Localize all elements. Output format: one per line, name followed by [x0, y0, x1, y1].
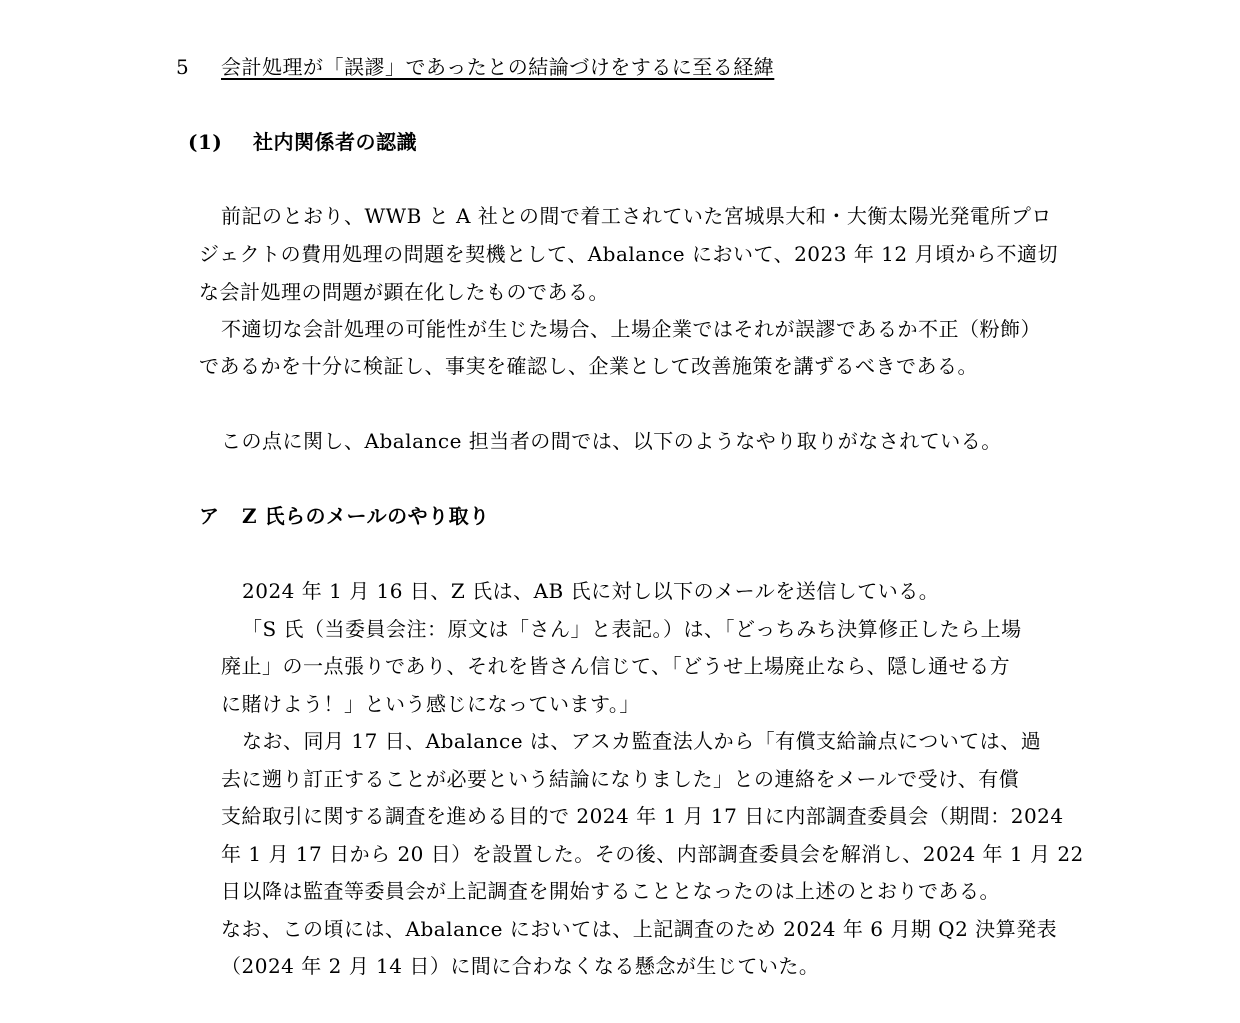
quote-line: に賭けよう！」という感じになっています。」 [221, 692, 640, 716]
item-marker: ア [199, 504, 220, 528]
item-title: Z 氏らのメールのやり取り [242, 504, 490, 528]
section-title: 会計処理が「誤謬」であったとの結論づけをするに至る経緯 [221, 55, 775, 79]
paragraph-line: 不適切な会計処理の可能性が生じた場合、上場企業ではそれが誤謬であるか不正（粉飾） [221, 317, 1041, 341]
body-line: なお、この頃には、Abalance においては、上記調査のため 2024 年 6 月期 Q2 決算発表 [221, 917, 1058, 941]
quote-line: 廃止」の一点張りであり、それを皆さん信じて、「どうせ上場廃止なら、隠し通せる方 [221, 654, 1011, 678]
body-line: 2024 年 1 月 16 日、Z 氏は、AB 氏に対し以下のメールを送信している。 [242, 579, 940, 603]
body-line: なお、同月 17 日、Abalance は、アスカ監査法人から「有償支給論点については、過 [242, 729, 1042, 753]
paragraph-line: であるかを十分に検証し、事実を確認し、企業として改善施策を講ずるべきである。 [199, 354, 978, 378]
paragraph-line: この点に関し、Abalance 担当者の間では、以下のようなやり取りがなされている。 [221, 429, 1002, 453]
section-number: 5 [176, 55, 190, 79]
body-line: 去に遡り訂正することが必要という結論になりました」との連絡をメールで受け、有償 [221, 767, 1020, 791]
paragraph-line: な会計処理の問題が顕在化したものである。 [199, 280, 609, 304]
paragraph-line: ジェクトの費用処理の問題を契機として、Abalance において、2023 年 12 月頃から不適切 [199, 242, 1058, 266]
paragraph-line: 前記のとおり、WWB と A 社との間で着工されていた宮城県大和・大衡太陽光発電所プロ [221, 204, 1052, 228]
body-line: 年 1 月 17 日から 20 日）を設置した。その後、内部調査委員会を解消し、2024 年 1 月 22 [221, 842, 1084, 866]
subsection-title: 社内関係者の認識 [253, 130, 417, 154]
body-line: 日以降は監査等委員会が上記調査を開始することとなったのは上述のとおりである。 [221, 879, 1000, 903]
body-line: 支給取引に関する調査を進める目的で 2024 年 1 月 17 日に内部調査委員会（期間：2024 [221, 804, 1064, 828]
body-line: （2024 年 2 月 14 日）に間に合わなくなる懸念が生じていた。 [221, 954, 820, 978]
quote-line: 「S 氏（当委員会注：原文は「さん」と表記。）は、「どっちみち決算修正したら上場 [242, 617, 1022, 641]
subsection-number: (1) [188, 130, 223, 154]
